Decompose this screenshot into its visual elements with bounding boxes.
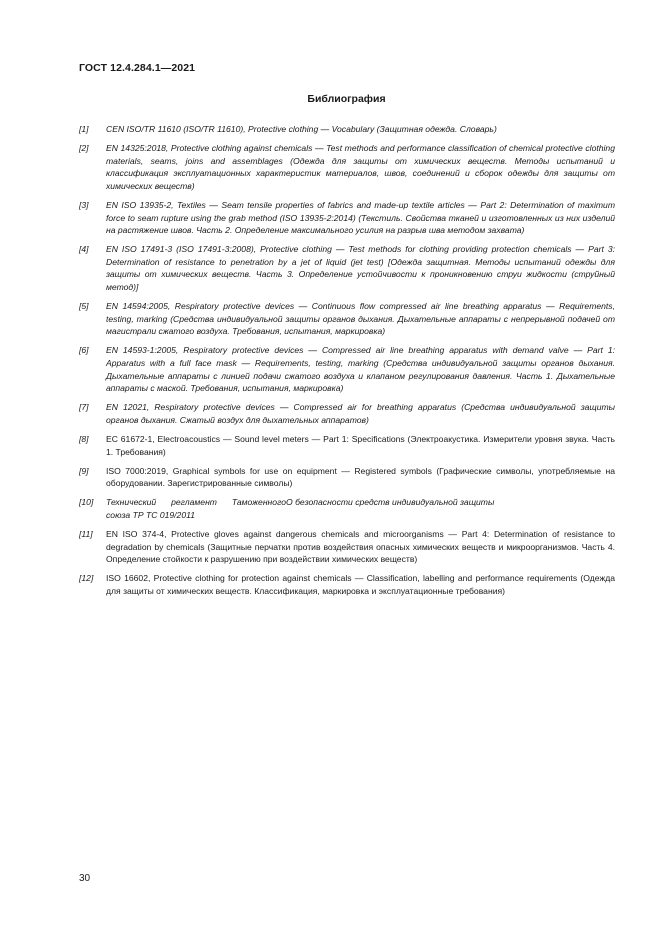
bibliography-entry <box>79 401 615 426</box>
entry-text: EN 12021, Respiratory protective devices — Compressed air for breathing apparatus (Средства индивидуальной защиты органов дыхания. Сжатый воздух для дыхательных аппаратов) <box>106 402 615 425</box>
entry-text: EN ISO 17491-3 (ISO 17491-3:2008), Protective clothing — Test methods for clothing providing protection chemicals — Part 3: Determination of resistance to penetration by a jet of liquid (jet test) [Одежда защитная. Методы испытаний одежды для защиты от химических веществ. Часть 3. Определение устойчивости к проникновению струи жидкости (струйный метод)] <box>106 244 615 293</box>
entry-text: CEN ISO/TR 11610 (ISO/TR 11610), Protective clothing — Vocabulary (Защитная одежда. Словарь) <box>106 124 497 134</box>
entry-number: [10] <box>79 497 94 508</box>
entry-number: [6] <box>79 345 89 356</box>
document-id: ГОСТ 12.4.284.1—2021 <box>79 62 196 74</box>
bibliography-entry <box>79 344 615 394</box>
bibliography-entry <box>79 496 615 521</box>
entry-number: [2] <box>79 143 89 154</box>
entry-number: [8] <box>79 433 89 444</box>
entry-text: ISO 16602, Protective clothing for protection against chemicals — Classification, labelling and performance requirements (Одежда для защиты от химических веществ. Классификация, маркировка и эксплуатационные требования) <box>106 573 615 596</box>
bibliography-entry <box>79 123 615 136</box>
entry-text: EN 14593-1:2005, Respiratory protective devices — Compressed air line breathing apparatus with demand valve — Part 1: Apparatus with a full face mask — Requirements, testing, marking (Средства индивидуальной защиты органов дыхания. Дыхательные аппараты с линией подачи сжатого воздуха и клапаном регулирования давления. Часть 1. Дыхательные аппараты с маской. Требования, испытания, маркировка) <box>106 345 615 394</box>
entry-number: [11] <box>79 529 93 540</box>
bibliography-entry <box>79 433 615 458</box>
bibliography-entry <box>79 300 615 338</box>
bibliography-entry <box>79 199 615 237</box>
bibliography-entry <box>79 142 615 192</box>
entry-text: EC 61672-1, Electroacoustics — Sound level meters — Part 1: Specifications (Электроакустика. Измерители уровня звука. Часть 1. Требования) <box>106 433 615 457</box>
bibliography-entry <box>79 572 615 597</box>
entry-number: [1] <box>79 124 89 134</box>
entry-number: [9] <box>79 465 89 476</box>
entry-number: [7] <box>79 402 89 413</box>
bibliography-entry <box>79 528 615 566</box>
bibliography-list <box>79 123 615 604</box>
entry-text-left: Технический регламент Таможенного союза ТР ТС 019/2011 <box>106 497 286 520</box>
entry-text: EN 14594:2005, Respiratory protective devices — Continuous flow compressed air line breathing apparatus — Requirements, testing, marking (Средства индивидуальной защиты органов дыхания. Дыхательные аппараты с непрерывной подачей от магистрали сжатого воздуха. Требования, испытания, маркировка) <box>106 301 615 337</box>
entry-text: ISO 7000:2019, Graphical symbols for use on equipment — Registered symbols (Графические символы, употребляемые на оборудовании. Зарегистрированные символы) <box>106 465 615 489</box>
page-number: 30 <box>79 873 91 884</box>
section-title: Библиография <box>307 93 386 105</box>
entry-number: [4] <box>79 244 89 255</box>
bibliography-entry <box>79 465 615 490</box>
entry-number: [12] <box>79 573 94 584</box>
bibliography-entry <box>79 243 615 293</box>
entry-number: [3] <box>79 199 89 210</box>
entry-text: EN ISO 374-4, Protective gloves against dangerous chemicals and microorganisms — Part 4: Determination of resistance to degradation by chemicals (Защитные перчатки против воздействия опасных химических веществ и микроорганизмов. Часть 4. Определение стойкости к разрушению при воздействии химических веществ) <box>106 529 615 565</box>
entry-text <box>106 496 615 521</box>
entry-text: EN ISO 13935-2, Textiles — Seam tensile properties of fabrics and made-up textile articles — Part 2: Determination of maximum force to seam rupture using the grab method (ISO 13935-2:2014) (Текстиль. Свойства тканей и изготовленных из них изделий на растяжение швов. Часть 2. Определение максимального усилия на разрыв шва методом захвата) <box>106 199 615 236</box>
entry-text: EN 14325:2018, Protective clothing against chemicals — Test methods and performance classification of chemical protective clothing materials, seams, joins and assemblages (Одежда для защиты от химических веществ. Методы испытаний и классификация эксплуатационных характеристик материалов, швов, соединений и сборок одежды для защиты от химических веществ) <box>106 143 615 191</box>
entry-number: [5] <box>79 301 89 312</box>
entry-text-right: О безопасности средств индивидуальной защиты <box>286 497 495 508</box>
